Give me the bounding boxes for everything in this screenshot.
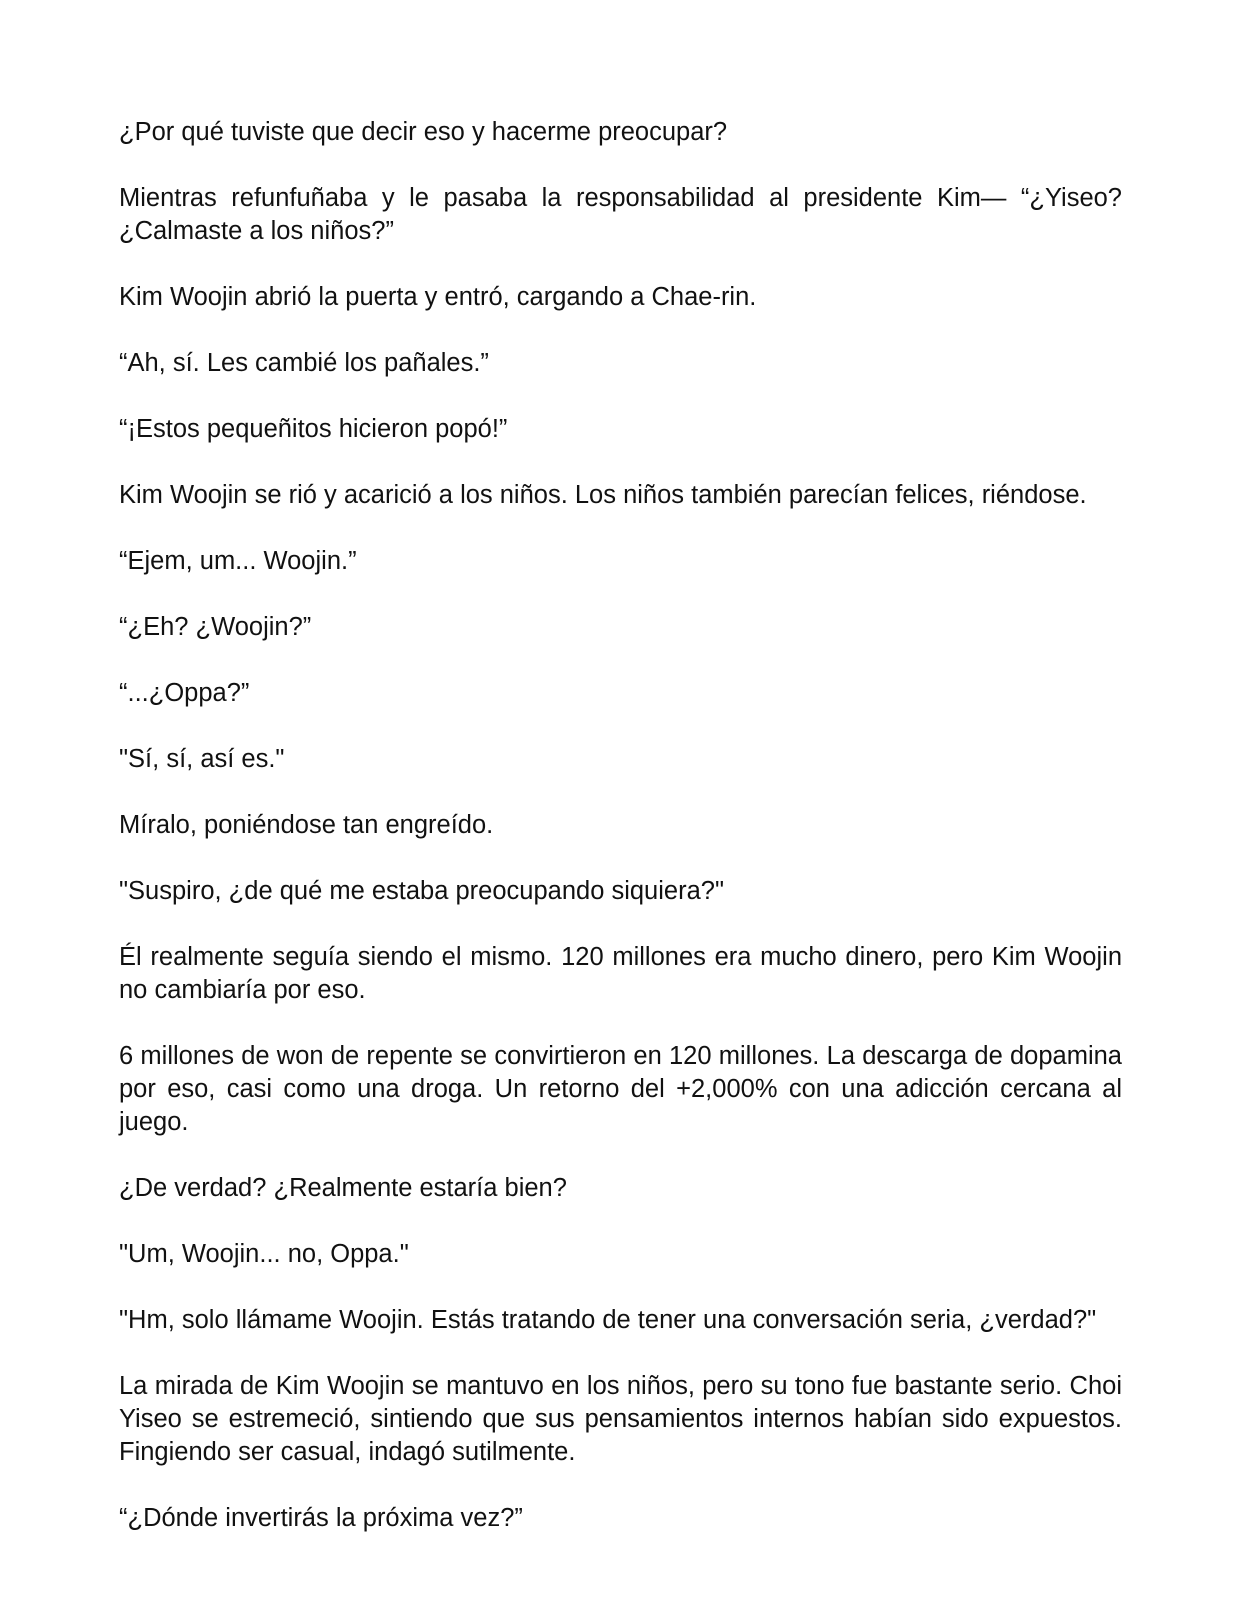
paragraph: La mirada de Kim Woojin se mantuvo en los niños, pero su tono fue bastante serio. Choi Yiseo se estremeció, sintiendo que sus pensamientos internos habían sido expuestos. Fingiendo ser casual, indagó sutilmente. bbox=[119, 1372, 1122, 1466]
paragraph: “¿Eh? ¿Woojin?” bbox=[119, 613, 312, 641]
paragraph: Kim Woojin se rió y acarició a los niños. Los niños también parecían felices, riéndose. bbox=[119, 481, 1087, 509]
paragraph: Mientras refunfuñaba y le pasaba la responsabilidad al presidente Kim— “¿Yiseo? ¿Calmaste a los niños?” bbox=[119, 184, 1122, 245]
paragraph: "Sí, sí, así es." bbox=[119, 745, 285, 773]
paragraph: "Hm, solo llámame Woojin. Estás tratando de tener una conversación seria, ¿verdad?" bbox=[119, 1306, 1097, 1334]
paragraph: 6 millones de won de repente se convirtieron en 120 millones. La descarga de dopamina por eso, casi como una droga. Un retorno del +2,000% con una adicción cercana al juego. bbox=[119, 1042, 1122, 1136]
paragraph: “Ah, sí. Les cambié los pañales.” bbox=[119, 349, 489, 377]
paragraph: “¿Dónde invertirás la próxima vez?” bbox=[119, 1504, 523, 1532]
paragraph: ¿De verdad? ¿Realmente estaría bien? bbox=[119, 1174, 567, 1202]
paragraph: Kim Woojin abrió la puerta y entró, cargando a Chae-rin. bbox=[119, 283, 757, 311]
document-body bbox=[119, 116, 1122, 1568]
paragraph: “...¿Oppa?” bbox=[119, 679, 250, 707]
paragraph: ¿Por qué tuviste que decir eso y hacerme preocupar? bbox=[119, 118, 728, 146]
paragraph: “¡Estos pequeñitos hicieron popó!” bbox=[119, 415, 508, 443]
paragraph: Él realmente seguía siendo el mismo. 120 millones era mucho dinero, pero Kim Woojin no cambiaría por eso. bbox=[119, 943, 1122, 1004]
paragraph: "Um, Woojin... no, Oppa." bbox=[119, 1240, 409, 1268]
paragraph: Míralo, poniéndose tan engreído. bbox=[119, 811, 494, 839]
paragraph: "Suspiro, ¿de qué me estaba preocupando siquiera?" bbox=[119, 877, 724, 905]
paragraph: “Ejem, um... Woojin.” bbox=[119, 547, 357, 575]
